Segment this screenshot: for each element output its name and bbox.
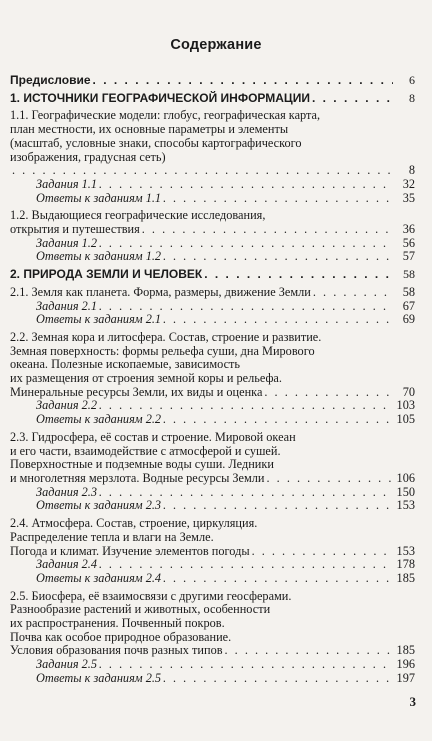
toc-entry-text-line: Почва как особое природное образование.	[10, 629, 232, 644]
dot-leader	[99, 178, 393, 192]
toc-entry-page: 56	[402, 235, 415, 250]
toc-entry-title: и многолетняя мерзлота. Водные ресурсы Земли	[10, 470, 265, 485]
dot-leader	[99, 300, 393, 314]
toc-entry	[10, 431, 415, 486]
toc-entry-row	[36, 300, 415, 314]
toc-entry-title: Предисловие	[10, 73, 91, 87]
toc-entry-row	[10, 472, 415, 486]
toc-entry	[10, 209, 415, 236]
toc-entry-row	[36, 313, 415, 327]
toc-entry-title: Задания 1.2	[36, 235, 98, 250]
dot-leader	[12, 164, 393, 178]
page-title: Содержание	[170, 37, 262, 53]
toc-entry-title: Ответы к заданиям 1.2	[36, 249, 162, 264]
toc-entry-text-line: океана. Полезные ископаемые, зависимость	[10, 357, 241, 372]
toc-entry-title: Ответы к заданиям 2.3	[36, 498, 162, 513]
dot-leader	[313, 286, 393, 300]
toc-entry-row	[10, 74, 415, 88]
dot-leader	[225, 644, 393, 658]
toc-entry-row	[36, 672, 415, 686]
toc-entry-page: 32	[402, 176, 415, 191]
toc-entry	[10, 517, 415, 558]
dot-leader	[163, 499, 393, 513]
toc-entry-row	[36, 572, 415, 586]
toc-entry-page: 106	[396, 470, 415, 485]
toc-entry-title: Минеральные ресурсы Земли, их виды и оценка	[10, 384, 263, 399]
toc-entry-text-line: 1.1. Географические модели: глобус, географическая карта,	[10, 108, 321, 123]
toc-entry-text-line: Поверхностные и подземные воды суши. Ледники	[10, 457, 274, 472]
toc-entry-row	[10, 386, 415, 400]
dot-leader	[163, 250, 393, 264]
dot-leader	[99, 486, 393, 500]
toc-entry-page: 153	[396, 498, 415, 513]
toc-entry-text-line: 2.5. Биосфера, её взаимосвязи с другими геосферами.	[10, 588, 292, 603]
dot-leader	[93, 74, 393, 88]
toc-entry-page: 69	[402, 312, 415, 327]
toc-entry-row	[10, 223, 415, 237]
toc-entry-title: Ответы к заданиям 2.2	[36, 412, 162, 427]
toc-entry-row	[36, 558, 415, 572]
toc-entry-page: 105	[396, 412, 415, 427]
dot-leader	[204, 268, 393, 282]
toc-entry-page: 185	[396, 643, 415, 658]
dot-leader	[264, 386, 393, 400]
toc-entry-text-line: 2.4. Атмосфера. Состав, строение, циркуляция.	[10, 516, 258, 531]
toc-entry-title: 2. ПРИРОДА ЗЕМЛИ И ЧЕЛОВЕК	[10, 267, 203, 282]
toc-entry-page: 150	[396, 484, 415, 499]
toc-entry-page: 196	[396, 657, 415, 672]
page-number: 3	[409, 694, 416, 709]
toc-entry-text-line: изображения, градусная сеть)	[10, 149, 166, 164]
toc-entry	[10, 413, 415, 427]
toc-entry-row	[10, 545, 415, 559]
toc-entry-page: 57	[402, 249, 415, 264]
toc-entry-row	[10, 644, 415, 658]
toc-entry-text-line: Распределение тепла и влаги на Земле.	[10, 529, 214, 544]
toc-entry-page: 197	[396, 670, 415, 685]
toc-entry-page: 178	[396, 557, 415, 572]
toc-entry-page: 6	[409, 73, 415, 87]
toc-entry-title: Ответы к заданиям 2.1	[36, 312, 162, 327]
toc-entry-row	[10, 164, 415, 178]
toc-entry-row	[36, 250, 415, 264]
toc-entry-page: 67	[402, 298, 415, 313]
toc-entry-text-line: их распространения. Почвенный покров.	[10, 616, 225, 631]
toc-entry-text-line: 1.2. Выдающиеся географические исследования,	[10, 208, 266, 223]
toc-entry-title: Ответы к заданиям 2.4	[36, 570, 162, 585]
toc-entry-page: 36	[402, 222, 415, 237]
toc-entry-text-line: Разнообразие растений и животных, особенности	[10, 602, 271, 617]
toc-entry-text-line: Земная поверхность: формы рельефа суши, дна Мирового	[10, 343, 315, 358]
toc-entry-title: Погода и климат. Изучение элементов погоды	[10, 543, 250, 558]
toc-entry	[10, 313, 415, 327]
toc-entry-page: 35	[402, 190, 415, 205]
toc-entry-page: 70	[402, 384, 415, 399]
toc-entry-text-line: и его части, взаимодействие с атмосферой и сушей.	[10, 443, 281, 458]
toc-entry-title: Ответы к заданиям 2.5	[36, 670, 162, 685]
toc-entry-title: Условия образования почв разных типов	[10, 643, 223, 658]
toc-entry-title: Задания 1.1	[36, 176, 98, 191]
toc-entry-text-line: план местности, их основные параметры и элементы	[10, 122, 289, 137]
toc-entry	[10, 286, 415, 300]
toc-entry-page: 103	[396, 398, 415, 413]
dot-leader	[163, 413, 393, 427]
dot-leader	[99, 558, 393, 572]
toc-entry	[10, 499, 415, 513]
toc-entry-page: 8	[408, 163, 415, 178]
toc-entry-title: 1. ИСТОЧНИКИ ГЕОГРАФИЧЕСКОЙ ИНФОРМАЦИИ	[10, 90, 310, 105]
toc-entry	[10, 250, 415, 264]
toc-entry	[10, 486, 415, 500]
toc-entry	[10, 672, 415, 686]
table-of-contents	[10, 74, 415, 686]
dot-leader	[99, 399, 393, 413]
toc-entry-title: 2.1. Земля как планета. Форма, размеры, движение Земли	[10, 284, 311, 299]
toc-entry-row	[36, 413, 415, 427]
toc-entry-row	[10, 268, 415, 282]
toc-entry-title: Задания 2.4	[36, 557, 98, 572]
toc-entry-row	[36, 192, 415, 206]
toc-entry-text-line: 2.3. Гидросфера, её состав и строение. Мировой океан	[10, 429, 296, 444]
toc-entry-title: Задания 2.5	[36, 657, 98, 672]
toc-entry	[10, 399, 415, 413]
toc-entry-page: 185	[396, 570, 415, 585]
toc-entry-page: 8	[409, 90, 415, 105]
toc-entry-title: Задания 2.1	[36, 298, 98, 313]
toc-entry-row	[36, 399, 415, 413]
toc-entry-title: Задания 2.2	[36, 398, 98, 413]
toc-entry-text-line: их размещения от строения земной коры и рельефа.	[10, 371, 282, 386]
dot-leader	[267, 472, 393, 486]
toc-entry	[10, 658, 415, 672]
toc-entry	[10, 237, 415, 251]
toc-entry	[10, 331, 415, 400]
toc-entry-row	[36, 658, 415, 672]
toc-entry	[10, 558, 415, 572]
toc-entry-row	[10, 286, 415, 300]
dot-leader	[163, 313, 393, 327]
toc-entry	[10, 590, 415, 659]
toc-entry	[10, 268, 415, 282]
dot-leader	[312, 92, 393, 106]
toc-entry-title: Ответы к заданиям 1.1	[36, 190, 162, 205]
toc-entry-text-line: 2.2. Земная кора и литосфера. Состав, строение и развитие.	[10, 329, 322, 344]
toc-entry-row	[36, 237, 415, 251]
toc-entry-row	[36, 486, 415, 500]
toc-entry-page: 58	[402, 284, 415, 299]
toc-entry	[10, 192, 415, 206]
dot-leader	[99, 658, 393, 672]
toc-entry-title: открытия и путешествия	[10, 222, 140, 237]
dot-leader	[99, 237, 393, 251]
toc-entry	[10, 109, 415, 178]
toc-entry-page: 153	[396, 543, 415, 558]
toc-entry-row	[36, 499, 415, 513]
toc-entry	[10, 92, 415, 106]
dot-leader	[142, 223, 393, 237]
toc-entry	[10, 300, 415, 314]
dot-leader	[163, 672, 393, 686]
dot-leader	[163, 192, 393, 206]
toc-entry	[10, 74, 415, 88]
dot-leader	[252, 545, 393, 559]
toc-entry-text-line: (масштаб, условные знаки, способы картографического	[10, 135, 302, 150]
dot-leader	[163, 572, 393, 586]
toc-entry-title: Задания 2.3	[36, 484, 98, 499]
toc-entry-row	[10, 92, 415, 106]
toc-entry	[10, 178, 415, 192]
toc-entry	[10, 572, 415, 586]
toc-entry-row	[36, 178, 415, 192]
toc-entry-page: 58	[403, 267, 415, 282]
